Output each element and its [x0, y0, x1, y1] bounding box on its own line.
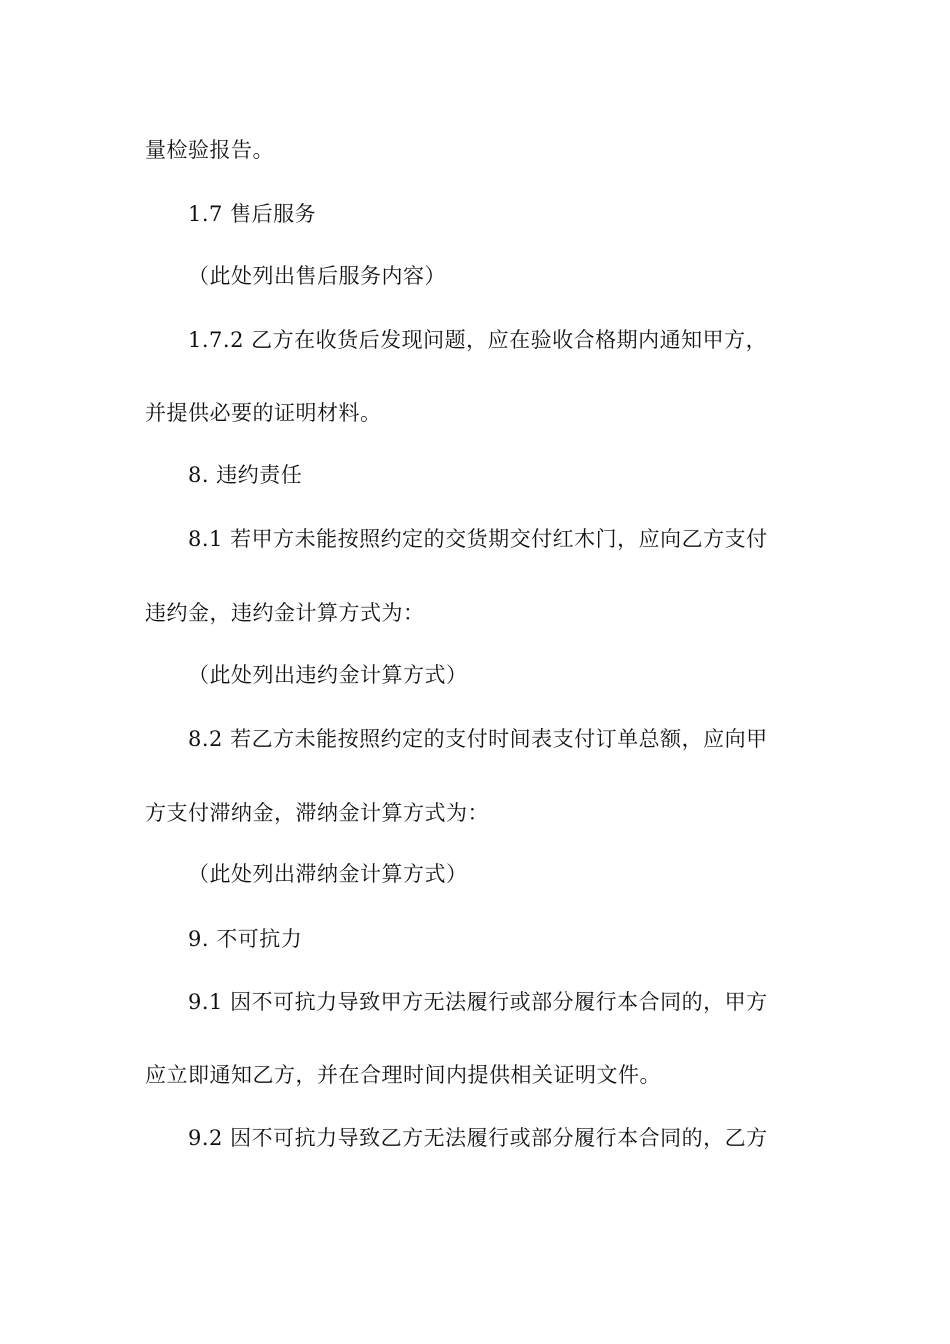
text-line: 量检验报告。	[145, 138, 274, 162]
text-line: 应立即通知乙方，并在合理时间内提供相关证明文件。	[145, 1063, 661, 1087]
text-line: 1.7.2 乙方在收货后发现问题，应在验收合格期内通知甲方，	[188, 328, 768, 352]
text-line: 9.2 因不可抗力导致乙方无法履行或部分履行本合同的，乙方	[188, 1126, 768, 1150]
text-line: 8.2 若乙方未能按照约定的支付时间表支付订单总额，应向甲	[188, 727, 768, 751]
text-line: 方支付滞纳金，滞纳金计算方式为：	[145, 801, 489, 825]
section-heading: 9. 不可抗力	[188, 927, 303, 951]
section-heading: 8. 违约责任	[188, 463, 303, 487]
text-line: 8.1 若甲方未能按照约定的交货期交付红木门，应向乙方支付	[188, 527, 768, 551]
text-line: 9.1 因不可抗力导致甲方无法履行或部分履行本合同的，甲方	[188, 990, 768, 1014]
text-line: 并提供必要的证明材料。	[145, 401, 382, 425]
section-heading: 1.7 售后服务	[188, 202, 317, 226]
text-line: 违约金，违约金计算方式为：	[145, 601, 425, 625]
placeholder-line: （此处列出滞纳金计算方式）	[188, 862, 468, 886]
placeholder-line: （此处列出违约金计算方式）	[188, 663, 468, 687]
placeholder-line: （此处列出售后服务内容）	[188, 264, 446, 288]
